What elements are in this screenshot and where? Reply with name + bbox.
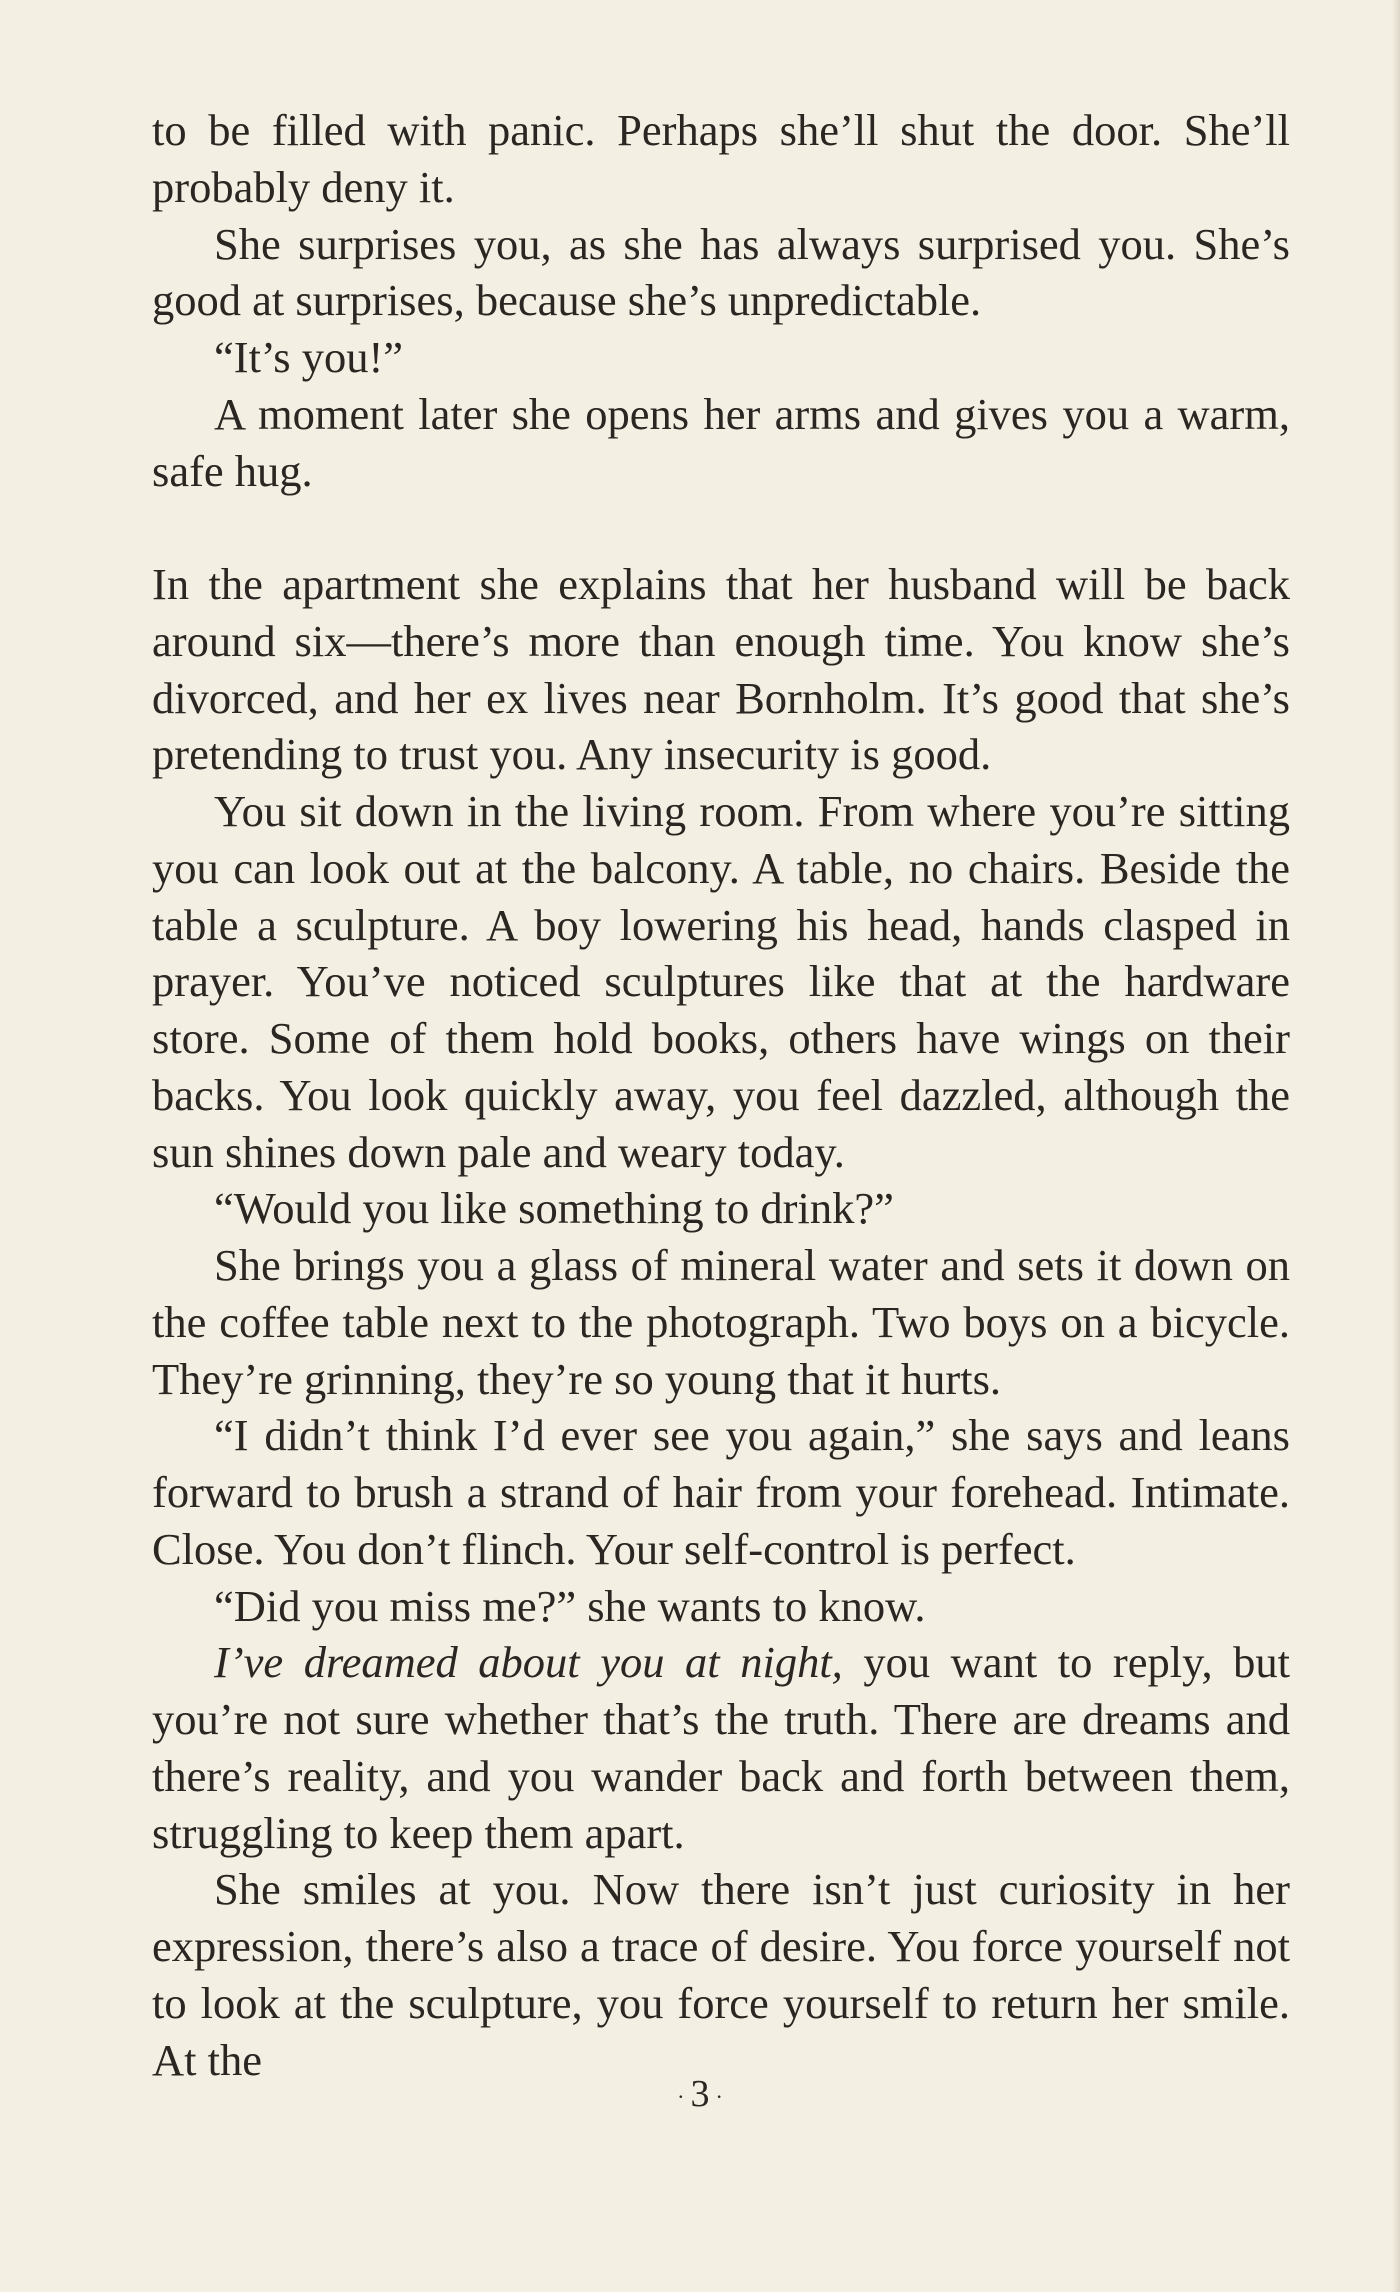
italic-thought: I’ve dreamed about you at night, bbox=[214, 1637, 843, 1688]
paragraph-4: A moment later she opens her arms and gives you a warm, safe hug. bbox=[152, 388, 1290, 496]
paragraph-1: to be filled with panic. Perhaps she’ll shut the door. She’ll probably deny it. bbox=[152, 105, 1290, 212]
page-number-value: 3 bbox=[690, 2073, 710, 2115]
paragraph-11-rest: you want to reply, but you’re not sure whether that’s the truth. There are dreams and there’s reality, and you wander back and forth between them, struggling to keep them apart. bbox=[152, 1637, 1290, 1858]
body-text bbox=[152, 102, 1290, 2088]
paragraph-2: She surprises you, as she has always surprised you. She’s good at surprises, because she’s unpredictable. bbox=[152, 218, 1290, 326]
page-number-dot-right: · bbox=[715, 2084, 723, 2110]
page-number-dot-left: · bbox=[677, 2084, 685, 2110]
paragraph-3: “It’s you!” bbox=[214, 332, 404, 382]
paragraph-6: You sit down in the living room. From where you’re sitting you can look out at the balcony. A table, no chairs. Beside the table a sculpture. A boy lowering his head, hands clasped in prayer. You’ve noticed sculptures like that at the hardware store. Some of them hold books, others have wings on their backs. You look quickly away, you feel dazzled, although the sun shines down pale and weary today. bbox=[152, 786, 1290, 1177]
paragraph-8: She brings you a glass of mineral water and sets it down on the coffee table next to the photograph. Two boys on a bicycle. They’re grinning, they’re so young that it hurts. bbox=[152, 1240, 1290, 1404]
paragraph-7: “Would you like something to drink?” bbox=[214, 1183, 894, 1234]
page-edge-shadow bbox=[1392, 0, 1400, 2292]
page-number bbox=[0, 2072, 1400, 2116]
paragraph-9: “I didn’t think I’d ever see you again,” she says and leans forward to brush a strand of hair from your forehead. Intimate. Close. You don’t flinch. Your self-control is perfect. bbox=[152, 1410, 1290, 1574]
paragraph-5: In the apartment she explains that her husband will be back around six—there’s more than enough time. You know she’s divorced, and her ex lives near Bornholm. It’s good that she’s pretending to trust you. Any insecurity is good. bbox=[152, 559, 1290, 780]
paragraph-10: “Did you miss me?” she wants to know. bbox=[214, 1580, 926, 1631]
paragraph-11 bbox=[152, 1634, 1290, 1861]
paragraph-12: She smiles at you. Now there isn’t just curiosity in her expression, there’s also a trace of desire. You force yourself not to look at the sculpture, you force yourself to return her smile. At the bbox=[152, 1864, 1290, 2085]
